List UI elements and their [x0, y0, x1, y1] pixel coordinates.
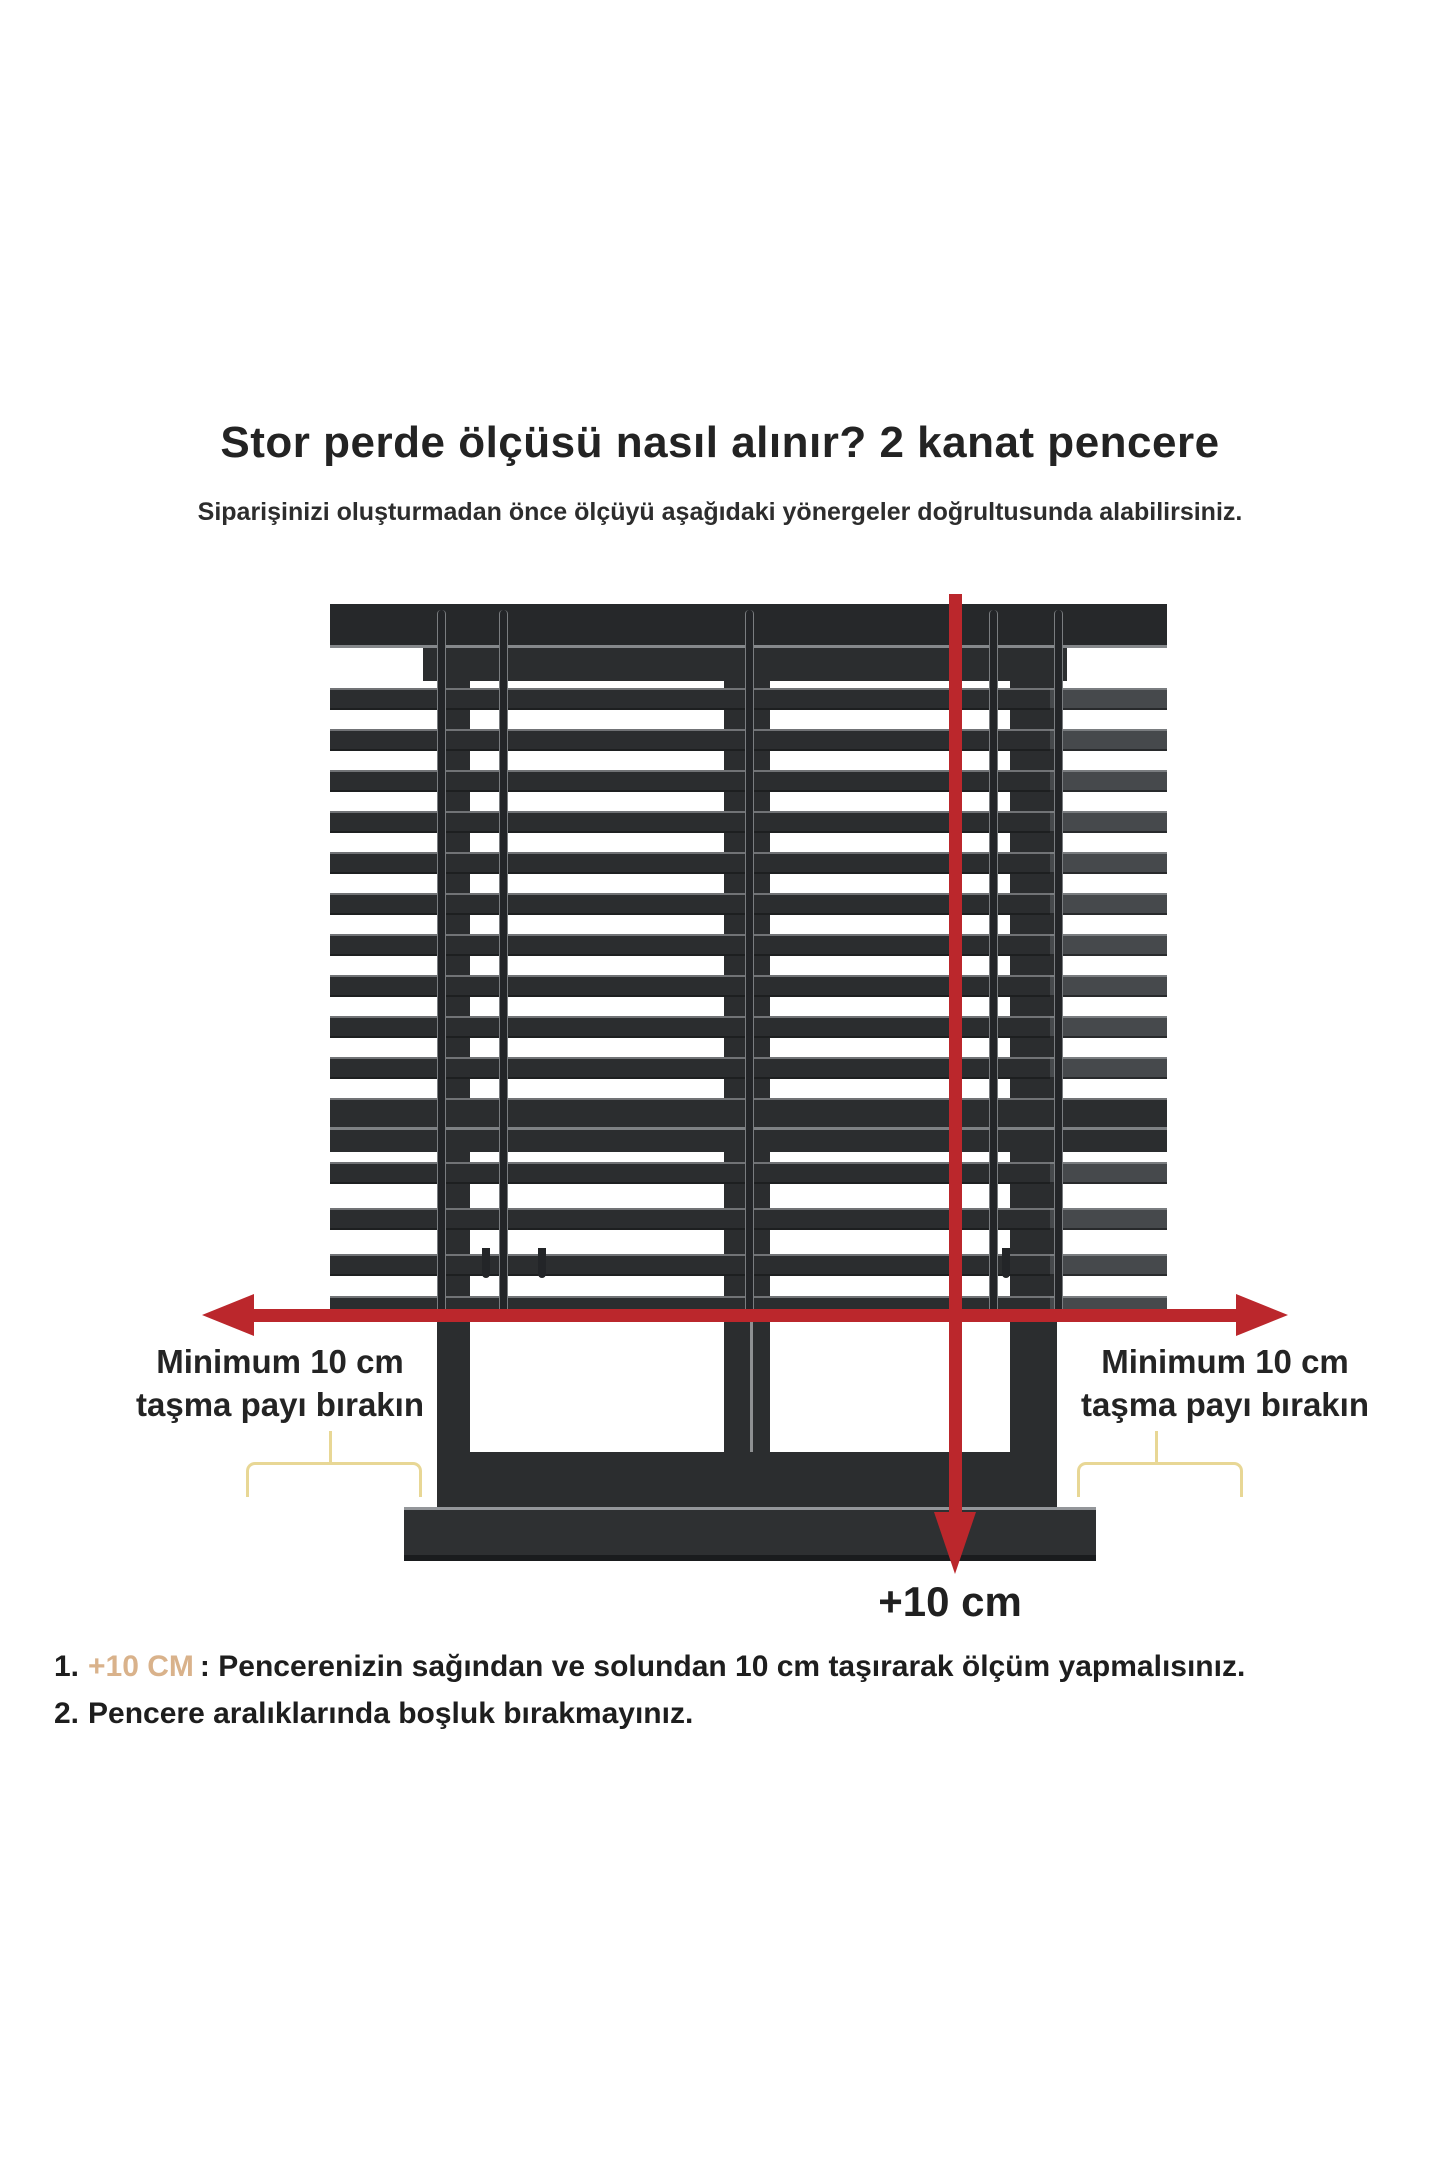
left-bracket-stem [329, 1431, 332, 1464]
window-bottom-rail [437, 1452, 1057, 1507]
plus-10-cm-label: +10 cm [878, 1578, 1022, 1625]
height-arrow [949, 594, 962, 1516]
left-overhang-line1: Minimum 10 cm [156, 1343, 404, 1380]
page-subtitle: Siparişinizi oluşturmadan önce ölçüyü aşağıdaki yönergeler doğrultusunda alabilirsiniz. [197, 498, 1243, 526]
note-2-text: Pencere aralıklarında boşluk bırakmayınız. [88, 1697, 694, 1730]
blind-cord [1054, 610, 1063, 1320]
width-arrow-left-head [202, 1294, 254, 1336]
right-bracket-stem [1155, 1431, 1158, 1464]
right-overhang-line1: Minimum 10 cm [1101, 1343, 1349, 1380]
blind-cord [437, 610, 446, 1320]
right-overhang-line2: taşma payı bırakın [1081, 1386, 1369, 1423]
width-arrow-right-head [1236, 1294, 1288, 1336]
note-1-highlight: +10 CM [88, 1650, 194, 1683]
page-title: Stor perde ölçüsü nasıl alınır? 2 kanat pencere [220, 418, 1220, 467]
cord-tassel [1002, 1248, 1010, 1278]
note-1 [54, 1650, 1414, 1684]
note-1-number: 1. [54, 1650, 80, 1683]
right-bracket [1077, 1462, 1243, 1497]
right-overhang-label [1005, 1340, 1440, 1426]
note-1-text: : Pencerenizin sağından ve solundan 10 cm taşırarak ölçüm yapmalısınız. [199, 1650, 1246, 1683]
window-sill [404, 1507, 1096, 1561]
note-2 [54, 1697, 1414, 1731]
left-overhang-line2: taşma payı bırakın [136, 1386, 424, 1423]
blind-cord [989, 610, 998, 1320]
width-arrow [248, 1309, 1240, 1322]
blind-cord [499, 610, 508, 1320]
left-bracket [246, 1462, 422, 1497]
blind-cord [745, 610, 754, 1320]
note-2-number: 2. [54, 1697, 80, 1730]
cord-tassel [538, 1248, 546, 1278]
cord-tassel [482, 1248, 490, 1278]
left-overhang-label [60, 1340, 500, 1426]
height-arrow-head [934, 1512, 976, 1574]
